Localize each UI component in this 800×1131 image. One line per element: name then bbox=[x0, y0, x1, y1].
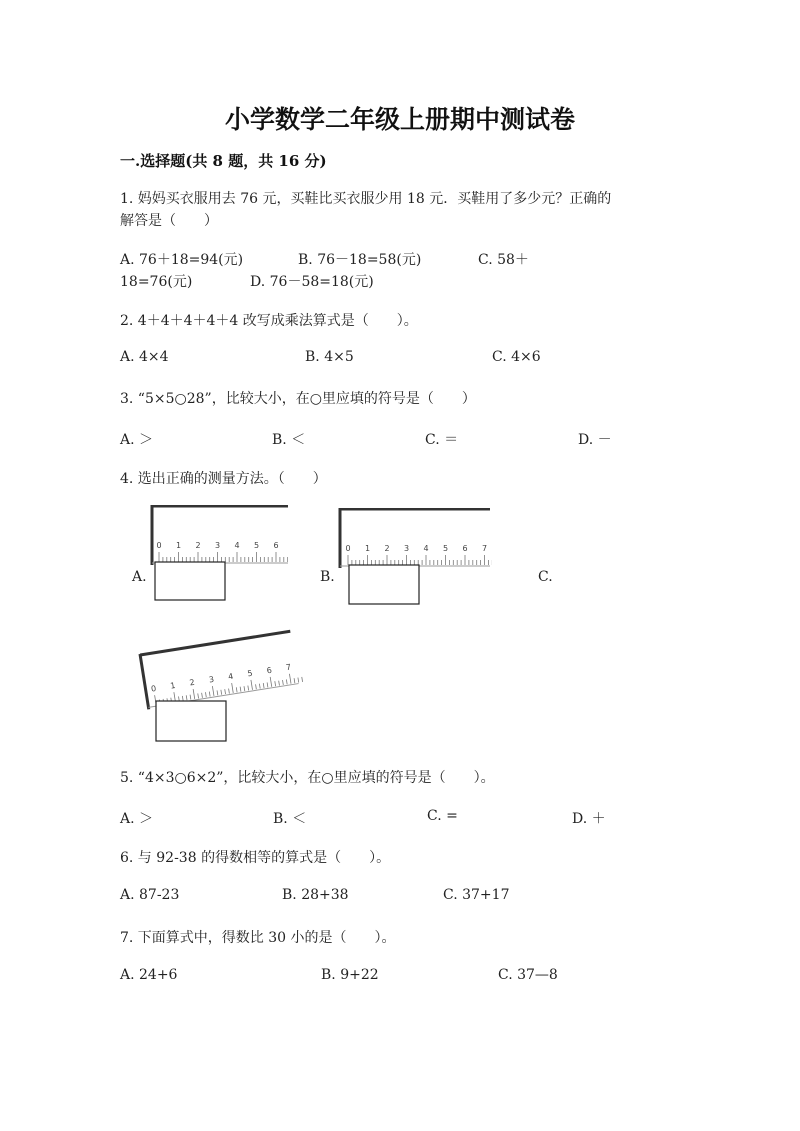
ruler-a-tick-label: 0 bbox=[156, 541, 162, 550]
question-1-option-a: A. 76＋18=94(元) bbox=[120, 252, 244, 268]
question-4-option-b: B. bbox=[320, 569, 335, 585]
question-6-option-c: C. 37+17 bbox=[443, 887, 510, 903]
ruler-b-tick-label: 2 bbox=[384, 544, 390, 553]
question-5-option-a: A. ＞ bbox=[120, 811, 154, 827]
question-5-stem: 5. “4×3○6×2”，比较大小，在○里应填的符号是（ ）。 bbox=[120, 770, 495, 786]
question-4-option-c: C. bbox=[538, 569, 553, 585]
ruler-b-tick-label: 6 bbox=[462, 544, 468, 553]
question-1-stem-line-2: 解答是（ ） bbox=[120, 213, 218, 229]
ruler-c-tick-label: 6 bbox=[265, 665, 273, 676]
question-3-option-d: D. － bbox=[578, 432, 612, 448]
question-6-stem: 6. 与 92-38 的得数相等的算式是（ ）。 bbox=[120, 850, 391, 866]
ruler-b-tick-label: 0 bbox=[345, 544, 351, 553]
question-1-option-b: B. 76－18=58(元) bbox=[298, 252, 422, 268]
question-2-option-b: B. 4×5 bbox=[305, 349, 354, 365]
ruler-figure-c bbox=[132, 628, 312, 744]
ruler-figure-b bbox=[336, 508, 492, 608]
question-5-option-b: B. ＜ bbox=[273, 811, 307, 827]
ruler-c-measured-rectangle bbox=[156, 701, 226, 741]
ruler-b-tick-label: 4 bbox=[423, 544, 429, 553]
question-6-option-b: B. 28+38 bbox=[282, 887, 349, 903]
ruler-a-tick-label: 1 bbox=[176, 541, 182, 550]
question-3-option-c: C. ＝ bbox=[425, 432, 459, 448]
ruler-c-tick-label: 0 bbox=[150, 683, 157, 694]
question-1-option-c-continued: 18=76(元) bbox=[120, 274, 193, 290]
question-7-option-a: A. 24+6 bbox=[120, 967, 178, 983]
ruler-b-tick-label: 5 bbox=[443, 544, 449, 553]
ruler-a-tick-label: 4 bbox=[234, 541, 240, 550]
question-2-option-c: C. 4×6 bbox=[492, 349, 541, 365]
ruler-b-tick-label: 3 bbox=[404, 544, 410, 553]
question-7-option-b: B. 9+22 bbox=[321, 967, 379, 983]
question-1-option-c: C. 58＋ bbox=[478, 252, 529, 268]
ruler-a-tick-label: 3 bbox=[215, 541, 221, 550]
ruler-b-measured-rectangle bbox=[349, 565, 419, 604]
question-1-stem-line-1: 1. 妈妈买衣服用去 76 元，买鞋比买衣服少用 18 元．买鞋用了多少元？正确的 bbox=[120, 191, 612, 207]
question-5-option-c: C. = bbox=[427, 808, 458, 824]
ruler-c-tick-label: 4 bbox=[227, 671, 234, 682]
question-6-option-a: A. 87-23 bbox=[120, 887, 180, 903]
question-5-option-d: D. ＋ bbox=[572, 811, 606, 827]
ruler-tick-mark bbox=[302, 677, 303, 682]
ruler-a-tick-label: 5 bbox=[254, 541, 260, 550]
question-1-option-d: D. 76－58=18(元) bbox=[250, 274, 374, 290]
question-2-option-a: A. 4×4 bbox=[120, 349, 169, 365]
ruler-a-measured-rectangle bbox=[155, 562, 225, 600]
ruler-c-tick-label: 7 bbox=[285, 662, 292, 673]
question-4-option-a: A. bbox=[132, 569, 147, 585]
ruler-a-tick-label: 6 bbox=[273, 541, 279, 550]
ruler-figure-a bbox=[148, 505, 288, 605]
question-2-stem: 2. 4＋4＋4＋4＋4 改写成乘法算式是（ ）。 bbox=[120, 313, 418, 329]
section-heading: 一.选择题(共 8 题，共 16 分) bbox=[120, 152, 327, 170]
ruler-c-tick-label: 2 bbox=[188, 677, 196, 688]
question-7-option-c: C. 37—8 bbox=[498, 967, 558, 983]
ruler-a-tick-label: 2 bbox=[195, 541, 201, 550]
ruler-b-tick-label: 1 bbox=[365, 544, 371, 553]
ruler-b-tick-label: 7 bbox=[482, 544, 488, 553]
question-7-stem: 7. 下面算式中，得数比 30 小的是（ ）。 bbox=[120, 930, 396, 946]
page-title: 小学数学二年级上册期中测试卷 bbox=[224, 105, 575, 134]
ruler-c-tick-label: 1 bbox=[169, 680, 177, 691]
question-3-stem: 3. “5×5○28”，比较大小，在○里应填的符号是（ ） bbox=[120, 391, 476, 407]
question-3-option-a: A. ＞ bbox=[120, 432, 154, 448]
ruler-c-tick-label: 5 bbox=[246, 668, 254, 679]
question-3-option-b: B. ＜ bbox=[272, 432, 306, 448]
question-4-stem: 4. 选出正确的测量方法。（ ） bbox=[120, 471, 327, 487]
ruler-c-tick-label: 3 bbox=[208, 674, 215, 685]
